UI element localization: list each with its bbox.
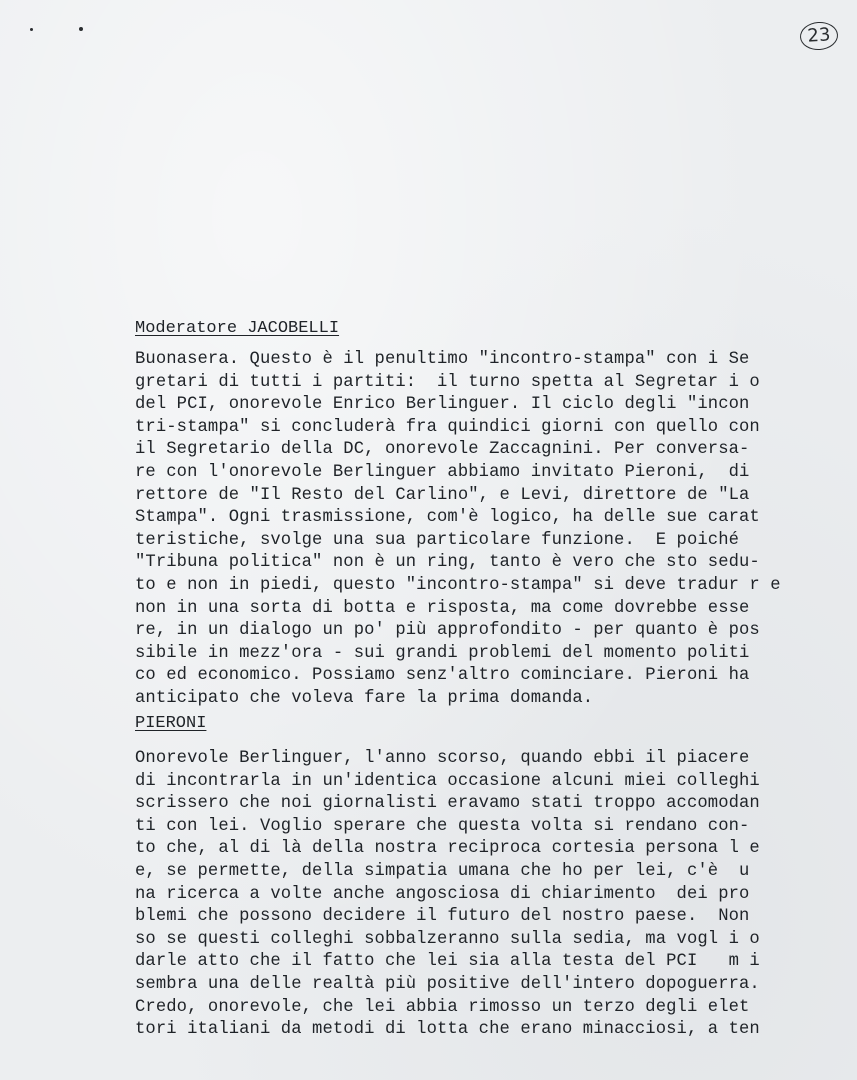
text-line: anticipato che voleva fare la prima domanda.: [135, 688, 594, 708]
ink-speck: [30, 28, 33, 31]
text-line: Stampa". Ogni trasmissione, com'è logico, ha delle sue carat: [135, 508, 760, 528]
speaker-heading-moderator: Moderatore JACOBELLI: [135, 319, 340, 338]
text-line: Buonasera. Questo è il penultimo "incontro-stampa" con i Se: [135, 350, 750, 369]
text-line: tri-stampa" si concluderà fra quindici giorni con quello con: [135, 417, 760, 437]
text-line: blemi che possono decidere il futuro del nostro paese. Non: [135, 907, 750, 927]
text-line: scrissero che noi giornalisti eravamo stati troppo accomodan: [135, 794, 760, 814]
text-line: to e non in piedi, questo "incontro-stampa" si deve tradur r e: [135, 575, 781, 595]
text-line: ti con lei. Voglio sperare che questa volta si rendano con-: [135, 816, 750, 836]
speech-block-moderator: [135, 349, 845, 711]
text-line: Onorevole Berlinguer, l'anno scorso, quando ebbi il piacere: [135, 749, 750, 768]
text-line: il Segretario della DC, onorevole Zaccagnini. Per conversa-: [135, 440, 750, 460]
text-line: sibile in mezz'ora - sui grandi problemi del momento politi: [135, 643, 750, 663]
text-line: di incontrarla in un'identica occasione alcuni miei colleghi: [135, 771, 760, 791]
text-line: rettore de "Il Resto del Carlino", e Levi, direttore de "La: [135, 485, 750, 505]
text-line: teristiche, svolge una sua particolare funzione. E poiché: [135, 530, 740, 550]
text-line: del PCI, onorevole Enrico Berlinguer. Il ciclo degli "incon: [135, 395, 750, 415]
text-line: re con l'onorevole Berlinguer abbiamo invitato Pieroni, di: [135, 462, 750, 482]
speaker-heading-pieroni: PIERONI: [135, 714, 207, 733]
text-line: re, in un dialogo un po' più approfondito - per quanto è pos: [135, 621, 760, 641]
text-line: to che, al di là della nostra reciproca cortesia persona l e: [135, 839, 760, 859]
text-line: co ed economico. Possiamo senz'altro cominciare. Pieroni ha: [135, 666, 750, 686]
text-line: darle atto che il fatto che lei sia alla testa del PCI m i: [135, 952, 760, 972]
text-line: non in una sorta di botta e risposta, ma come dovrebbe esse: [135, 598, 750, 618]
ink-speck: [79, 27, 83, 31]
text-line: Credo, onorevole, che lei abbia rimosso un terzo degli elet: [135, 997, 750, 1017]
text-line: sembra una delle realtà più positive dell'intero dopoguerra.: [135, 974, 760, 994]
page-number: 23: [799, 21, 839, 52]
text-line: tori italiani da metodi di lotta che erano minacciosi, a ten: [135, 1020, 760, 1040]
speech-block-pieroni: [135, 748, 845, 1042]
text-line: e, se permette, della simpatia umana che ho per lei, c'è u: [135, 861, 750, 881]
text-line: gretari di tutti i partiti: il turno spetta al Segretar i o: [135, 372, 760, 392]
text-line: so se questi colleghi sobbalzeranno sulla sedia, ma vogl i o: [135, 929, 760, 949]
text-line: na ricerca a volte anche angosciosa di chiarimento dei pro: [135, 884, 750, 904]
text-line: "Tribuna politica" non è un ring, tanto è vero che sto sedu-: [135, 553, 760, 573]
